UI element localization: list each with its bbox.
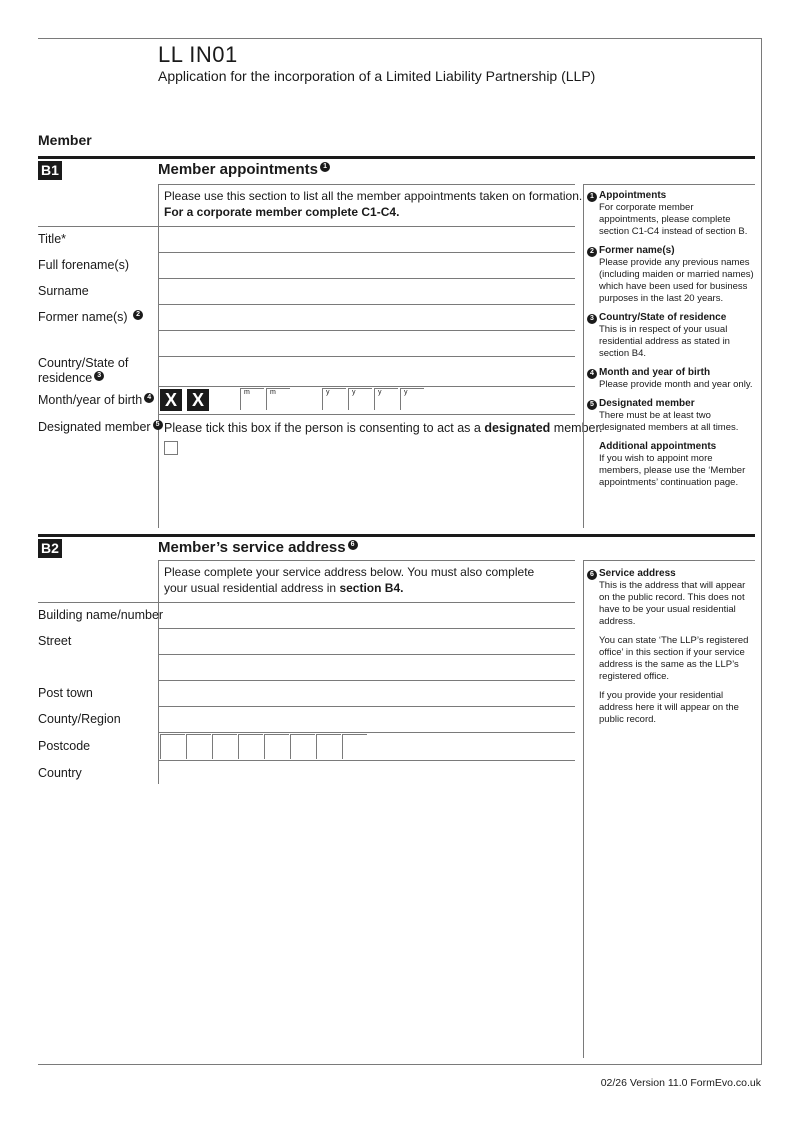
b2-notes-line [583,560,584,1058]
country-label: Country [38,766,82,780]
note-heading: Appointments [599,190,667,201]
note-body: For corporate member appointments, please complete section C1-C4 instead of section B. [599,202,748,237]
note-para2: You can state ‘The LLP’s registered office’ in this section if your service address is the same as the LLP’s registered office. [599,635,749,682]
post-town-label: Post town [38,686,93,700]
note-service-address [587,568,755,628]
country-input[interactable] [159,761,575,784]
note-4-marker: 4 [144,393,154,403]
forenames-input[interactable] [159,253,575,278]
note-num: 4 [587,369,597,379]
building-label: Building name/number [38,608,164,622]
b2-title-text: Member’s service address [158,539,346,556]
postcode-char-2[interactable] [186,734,211,759]
note-heading: Former name(s) [599,245,675,256]
note-num: 2 [587,247,597,257]
postcode-char-7[interactable] [316,734,341,759]
designated-label [38,420,163,434]
country-label-line1: Country/State of [38,356,129,370]
street-label: Street [38,634,72,648]
dob-day-blocked-2: X [187,389,209,411]
designated-text [164,421,602,435]
b1-intro [164,188,582,220]
b1-intro-line1: Please use this section to list all the member appointments taken on formation. [164,189,583,203]
note-2-marker: 2 [133,310,143,320]
postcode-char-3[interactable] [212,734,237,759]
street-input-2[interactable] [159,655,575,680]
section-heading: Member [38,132,92,148]
b1-title-text: Member appointments [158,161,319,178]
designated-text-bold: designated [484,421,551,435]
building-input[interactable] [159,603,575,628]
note-heading: Country/State of residence [599,312,727,323]
note-body: Please provide month and year only. [599,379,753,390]
b2-notes-top [583,560,755,561]
dob-year-4[interactable]: y [400,388,424,410]
b1-rule [38,156,755,159]
b2-intro-line2-pre: your usual residential address in [164,581,340,595]
note-country [587,312,755,360]
forenames-label: Full forename(s) [38,258,129,272]
b2-badge: B2 [38,539,62,558]
b1-title [158,161,330,178]
postcode-char-4[interactable] [238,734,263,759]
b1-badge: B1 [38,161,62,180]
county-input[interactable] [159,707,575,732]
country-label-line2: residence [38,371,93,386]
note-num: 3 [587,314,597,324]
b1-row-sep [158,414,575,415]
former-names-input-2[interactable] [159,331,575,356]
postcode-label: Postcode [38,739,91,753]
note-former-names [587,245,755,305]
note-heading: Designated member [599,398,695,409]
b1-notes [587,190,755,496]
designated-text-pre: Please tick this box if the person is consenting to act as a [164,421,485,435]
dob-month-1[interactable]: m [240,388,264,410]
note-body: If you wish to appoint more members, please use the ‘Member appointments’ continuation page. [599,453,746,488]
county-label: County/Region [38,712,121,726]
b2-intro-line2-bold: section B4. [339,581,404,595]
surname-input[interactable] [159,279,575,304]
postcode-char-1[interactable] [160,734,185,759]
top-border [38,38,762,39]
note-additional [587,441,755,489]
dob-day-blocked-1: X [160,389,182,411]
note-1-marker: 1 [320,162,330,172]
bottom-border [38,1064,762,1065]
note-3-marker: 3 [94,371,104,381]
b2-row-sep [158,732,575,733]
note-num: 1 [587,192,597,202]
street-input-1[interactable] [159,629,575,654]
country-residence-input[interactable] [159,357,575,386]
post-town-input[interactable] [159,681,575,706]
note-heading: Month and year of birth [599,367,711,378]
b2-intro-top [158,560,575,561]
note-body: There must be at least two designated members at all times. [599,410,739,433]
former-names-label [38,310,143,324]
dob-label-text: Month/year of birth [38,393,143,408]
note-5-marker: 5 [153,420,163,430]
note-body: This is in respect of your usual residential address as stated in section B4. [599,324,730,359]
note-num: 6 [587,570,597,580]
postcode-char-6[interactable] [290,734,315,759]
note-body: This is the address that will appear on the public record. This does not have to be your usual residential address. [599,580,746,627]
title-input[interactable] [159,227,575,252]
note-heading: Service address [599,568,676,579]
note-dob [587,367,755,391]
former-names-input-1[interactable] [159,305,575,330]
right-border [761,38,762,1064]
form-title: Application for the incorporation of a Limited Liability Partnership (LLP) [158,68,596,84]
former-names-label-text: Former name(s) [38,310,128,325]
note-num: 5 [587,400,597,410]
dob-year-3[interactable]: y [374,388,398,410]
postcode-char-8[interactable] [342,734,367,759]
b2-title [158,539,358,556]
form-code: LL IN01 [158,42,238,67]
b2-notes [587,568,755,733]
dob-month-2[interactable]: m [266,388,290,410]
surname-label: Surname [38,284,89,298]
b1-intro-top [158,184,575,185]
note-heading: Additional appointments [599,441,717,452]
b2-intro-line1: Please complete your service address below. You must also complete [164,565,535,579]
b1-intro-line2: For a corporate member complete C1-C4. [164,205,400,219]
designated-label-text: Designated member [38,420,151,435]
country-label [38,356,128,386]
title-label: Title* [38,232,67,246]
note-body: Please provide any previous names (including maiden or married names) which have been used for business purposes in the last 20 years. [599,257,754,304]
designated-text-post: member. [550,421,603,435]
b2-intro [164,564,534,596]
note-para3: If you provide your residential address here it will appear on the public record. [599,690,739,725]
b1-notes-top [583,184,755,185]
b1-notes-line [583,184,584,528]
designated-checkbox[interactable] [164,441,178,455]
footer-version: 02/26 Version 11.0 FormEvo.co.uk [600,1077,761,1089]
dob-label [38,393,154,407]
dob-year-2[interactable]: y [348,388,372,410]
postcode-char-5[interactable] [264,734,289,759]
note-6-marker: 6 [348,540,358,550]
dob-year-1[interactable]: y [322,388,346,410]
note-designated [587,398,755,434]
b1-row-sep [158,386,575,387]
note-appointments [587,190,755,238]
b2-rule [38,534,755,537]
